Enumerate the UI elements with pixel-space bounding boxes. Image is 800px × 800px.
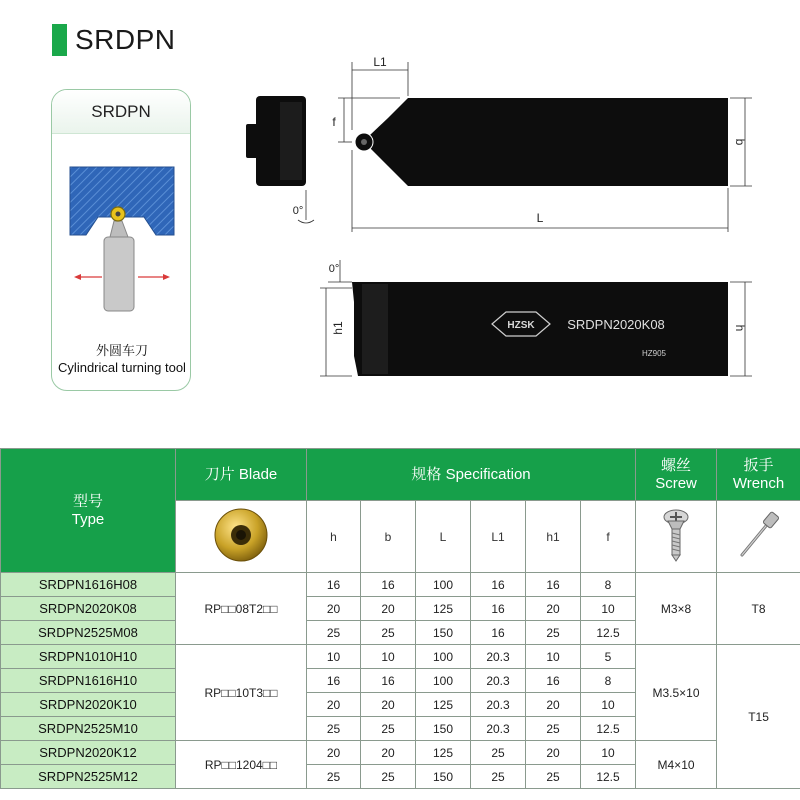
tool-neck [110,221,128,237]
blade-insert-icon [206,503,276,567]
tool-shank [104,237,134,311]
spec-col-l: L [416,501,471,573]
caption-en: Cylindrical turning tool [58,360,186,375]
value-cell: 10 [581,693,636,717]
value-cell: 25 [471,741,526,765]
value-cell: 10 [307,645,361,669]
value-cell: 10 [581,597,636,621]
value-cell: 20 [526,597,581,621]
front-view-block [246,96,306,186]
value-cell: 8 [581,669,636,693]
value-cell: 20.3 [471,645,526,669]
label-h: h [733,324,747,332]
wrench-image-cell [717,501,800,573]
value-cell: 25 [526,621,581,645]
value-cell: 16 [526,573,581,597]
header-screw: 螺丝 Screw [636,449,717,501]
value-cell: 100 [416,669,471,693]
label-l1: L1 [373,55,387,69]
tool-body-side [352,282,728,376]
value-cell: 16 [307,573,361,597]
type-cell: SRDPN2020K08 [1,597,176,621]
title-text: SRDPN [75,24,176,55]
spec-col-b: b [361,501,416,573]
type-cell: SRDPN2525M12 [1,765,176,789]
value-cell: 20 [361,693,416,717]
wrench-cell: T15 [717,645,800,789]
value-cell: 25 [307,621,361,645]
value-cell: 20 [526,693,581,717]
value-cell: 125 [416,597,471,621]
value-cell: 25 [361,717,416,741]
spec-col-h1: h1 [526,501,581,573]
tool-drawing [240,50,760,390]
tool-body-top [370,98,728,186]
value-cell: 20.3 [471,693,526,717]
value-cell: 12.5 [581,621,636,645]
blade-cell: RP□□08T2□□ [176,573,307,645]
tool-marking: SRDPN2020K08 [567,317,665,332]
value-cell: 20 [361,741,416,765]
value-cell: 10 [581,741,636,765]
table-row [1,573,800,597]
value-cell: 20 [361,597,416,621]
label-f: f [332,115,336,129]
card-title: SRDPN [52,90,190,134]
label-angle-top: 0° [292,205,304,217]
header-spec: 规格 Specification [307,449,636,501]
value-cell: 16 [361,573,416,597]
title-marker [52,24,67,56]
value-cell: 100 [416,573,471,597]
type-cell: SRDPN1616H10 [1,669,176,693]
spec-table [0,448,800,789]
header-type: 型号 Type [1,449,176,573]
value-cell: 20 [526,741,581,765]
value-cell: 10 [361,645,416,669]
value-cell: 25 [307,765,361,789]
header-blade: 刀片 Blade [176,449,307,501]
caption-cn: 外圆车刀 [95,343,148,358]
value-cell: 8 [581,573,636,597]
value-cell: 150 [416,717,471,741]
value-cell: 20 [307,693,361,717]
turning-illustration [52,135,191,335]
value-cell: 12.5 [581,765,636,789]
value-cell: 150 [416,765,471,789]
value-cell: 20 [307,597,361,621]
value-cell: 100 [416,645,471,669]
value-cell: 125 [416,741,471,765]
tool-code: HZ905 [641,349,667,358]
spec-col-f: f [581,501,636,573]
value-cell: 16 [471,573,526,597]
blade-cell: RP□□1204□□ [176,741,307,789]
blade-image-cell [176,501,307,573]
value-cell: 25 [307,717,361,741]
screw-cell: M3×8 [636,573,717,645]
type-cell: SRDPN2020K10 [1,693,176,717]
label-h1: h1 [331,321,345,335]
logo-text: HZSK [507,320,535,331]
value-cell: 25 [471,765,526,789]
spec-col-l1: L1 [471,501,526,573]
type-cell: SRDPN2020K12 [1,741,176,765]
value-cell: 20.3 [471,669,526,693]
screw-cell: M3.5×10 [636,645,717,741]
value-cell: 25 [361,621,416,645]
header-wrench: 扳手 Wrench [717,449,800,501]
type-cell: SRDPN1010H10 [1,645,176,669]
type-cell: SRDPN1616H08 [1,573,176,597]
value-cell: 25 [526,765,581,789]
value-cell: 10 [526,645,581,669]
spec-col-h: h [307,501,361,573]
screw-image-cell [636,501,717,573]
value-cell: 20.3 [471,717,526,741]
screw-icon [658,507,694,563]
value-cell: 25 [526,717,581,741]
type-cell: SRDPN2525M08 [1,621,176,645]
screw-cell: M4×10 [636,741,717,789]
label-b: b [733,138,747,146]
value-cell: 16 [471,597,526,621]
value-cell: 12.5 [581,717,636,741]
wrench-icon [734,507,784,563]
table-row [1,741,800,765]
value-cell: 150 [416,621,471,645]
page-title [52,24,176,56]
label-l: L [536,211,544,225]
value-cell: 5 [581,645,636,669]
value-cell: 16 [307,669,361,693]
value-cell: 16 [361,669,416,693]
value-cell: 25 [361,765,416,789]
tool-type-card [51,89,191,391]
value-cell: 20 [307,741,361,765]
wrench-cell: T8 [717,573,800,645]
value-cell: 16 [526,669,581,693]
type-cell: SRDPN2525M10 [1,717,176,741]
table-row [1,645,800,669]
value-cell: 16 [471,621,526,645]
blade-cell: RP□□10T3□□ [176,645,307,741]
label-angle-side: 0° [328,263,340,275]
value-cell: 125 [416,693,471,717]
